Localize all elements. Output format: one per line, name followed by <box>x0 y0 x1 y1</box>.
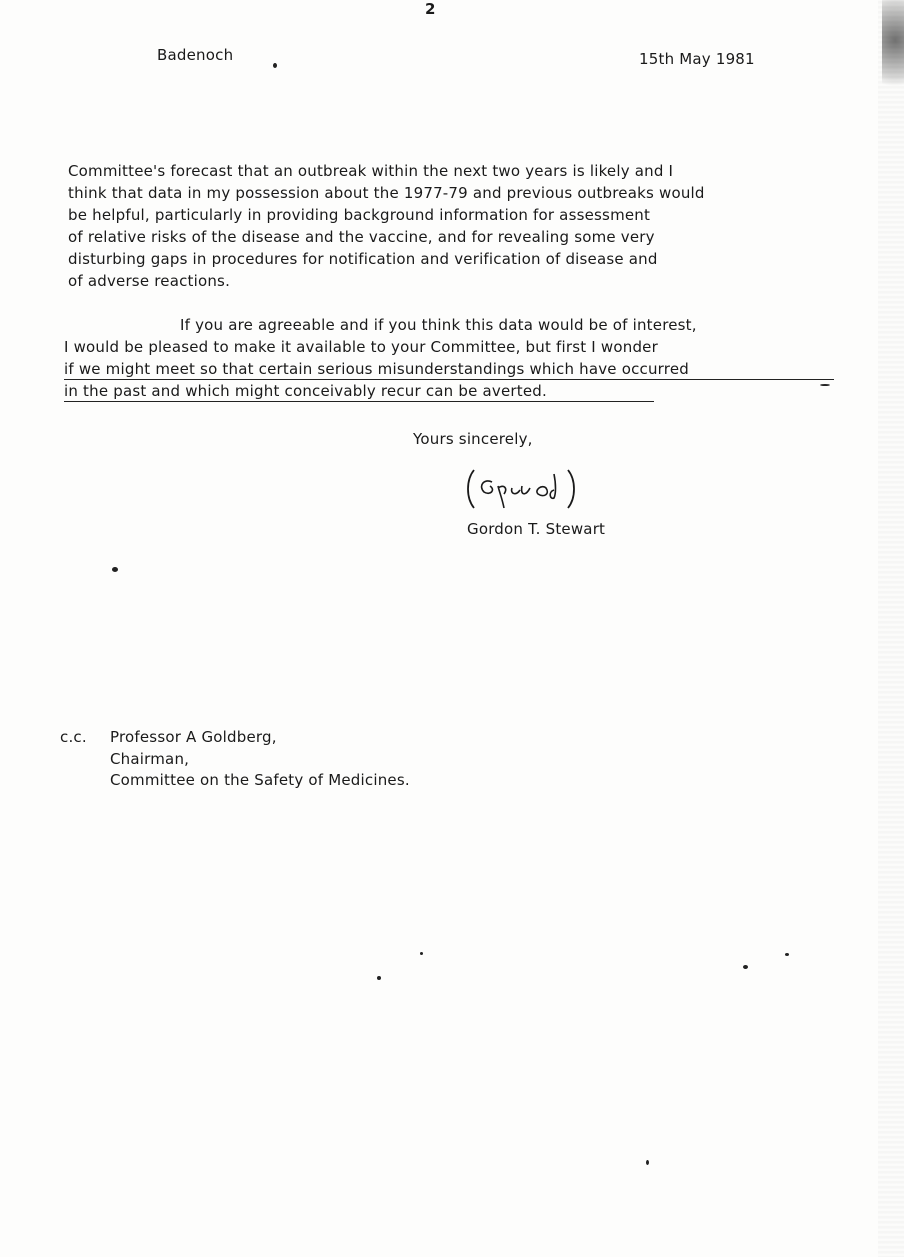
scan-edge-noise <box>878 0 904 1257</box>
body-paragraph-1 <box>68 160 705 292</box>
signature-mark <box>464 464 584 514</box>
scan-speck <box>785 953 789 956</box>
body-line: Committee's forecast that an outbreak within the next two years is likely and I <box>68 162 674 180</box>
body-line: be helpful, particularly in providing background information for assessment <box>68 206 651 224</box>
scan-speck <box>820 384 830 386</box>
scan-speck <box>273 63 277 68</box>
scan-speck <box>377 976 381 980</box>
scan-speck <box>646 1160 649 1165</box>
closing-salutation: Yours sincerely, <box>413 430 533 448</box>
cc-recipient-name: Professor A Goldberg, <box>110 728 277 746</box>
cc-recipient-title: Chairman, <box>110 750 190 768</box>
cc-recipient-committee: Committee on the Safety of Medicines. <box>110 771 410 789</box>
scan-corner-smudge <box>882 0 904 100</box>
scan-speck <box>112 567 118 572</box>
cc-label: c.c. <box>60 728 87 746</box>
body-paragraph-2 <box>64 314 697 402</box>
page-number: 2 <box>425 0 436 18</box>
body-line: think that data in my possession about the 1977-79 and previous outbreaks would <box>68 184 705 202</box>
body-line: If you are agreeable and if you think this data would be of interest, <box>180 316 697 334</box>
recipient-name: Badenoch <box>157 46 234 64</box>
scan-speck <box>743 965 748 969</box>
body-line: disturbing gaps in procedures for notification and verification of disease and <box>68 250 658 268</box>
handwritten-underline <box>64 379 834 380</box>
letter-date: 15th May 1981 <box>639 50 755 68</box>
body-line: I would be pleased to make it available to your Committee, but first I wonder <box>64 338 658 356</box>
body-line: of adverse reactions. <box>68 272 231 290</box>
body-line: in the past and which might conceivably recur can be averted. <box>64 382 547 400</box>
body-line: if we might meet so that certain serious misunderstandings which have occurred <box>64 360 689 378</box>
signer-name: Gordon T. Stewart <box>467 520 606 538</box>
handwritten-underline <box>64 401 654 402</box>
body-line: of relative risks of the disease and the vaccine, and for revealing some very <box>68 228 655 246</box>
scan-speck <box>420 952 423 955</box>
